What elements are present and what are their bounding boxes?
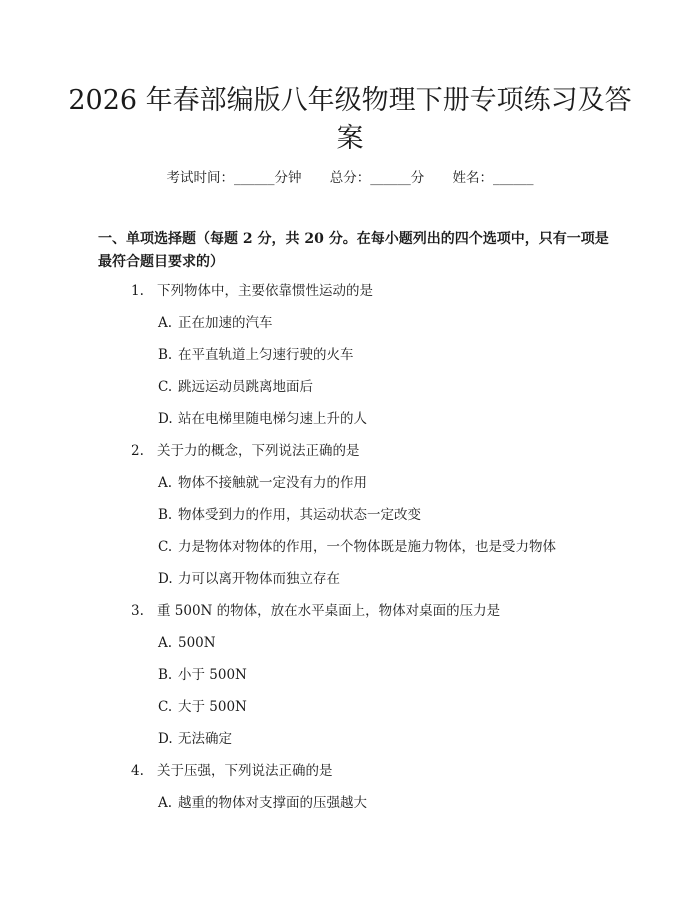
option-letter: A. (158, 315, 173, 331)
option-3d (158, 729, 232, 749)
question-text: 下列物体中，主要依靠惯性运动的是 (157, 283, 373, 299)
option-text: 物体受到力的作用，其运动状态一定改变 (178, 507, 421, 523)
option-letter: B. (158, 507, 173, 523)
option-letter: C. (158, 379, 173, 395)
option-1a (158, 313, 273, 333)
name-label: 姓名：______ (452, 170, 534, 186)
exam-time-label: 考试时间：______分钟 (166, 170, 302, 186)
question-text: 重 500N 的物体，放在水平桌面上，物体对桌面的压力是 (157, 603, 501, 619)
option-text: 在平直轨道上匀速行驶的火车 (178, 347, 354, 363)
option-letter: B. (158, 347, 173, 363)
option-2d (158, 569, 340, 589)
option-letter: A. (158, 635, 173, 651)
question-number: 1. (131, 283, 144, 299)
option-4a (158, 793, 367, 813)
option-text: 跳远运动员跳离地面后 (178, 379, 313, 395)
option-letter: A. (158, 475, 173, 491)
question-text: 关于力的概念，下列说法正确的是 (157, 443, 360, 459)
option-text: 越重的物体对支撑面的压强越大 (178, 795, 367, 811)
question-3 (131, 601, 500, 621)
option-letter: D. (158, 571, 173, 587)
option-text: 站在电梯里随电梯匀速上升的人 (178, 411, 367, 427)
question-1 (131, 281, 373, 301)
question-text: 关于压强，下列说法正确的是 (157, 763, 333, 779)
option-1d (158, 409, 367, 429)
exam-info (0, 168, 700, 188)
option-letter: D. (158, 411, 173, 427)
option-3b (158, 665, 247, 685)
total-score-label: 总分：______分 (329, 170, 425, 186)
option-text: 力可以离开物体而独立存在 (178, 571, 340, 587)
option-2a (158, 473, 367, 493)
option-letter: C. (158, 699, 173, 715)
option-letter: A. (158, 795, 173, 811)
option-text: 小于 500N (178, 667, 247, 683)
option-2b (158, 505, 421, 525)
option-text: 无法确定 (178, 731, 232, 747)
option-text: 500N (178, 635, 216, 651)
option-letter: B. (158, 667, 173, 683)
option-text: 力是物体对物体的作用，一个物体既是施力物体，也是受力物体 (178, 539, 556, 555)
option-letter: C. (158, 539, 173, 555)
option-text: 正在加速的汽车 (178, 315, 273, 331)
option-3c (158, 697, 247, 717)
question-number: 2. (131, 443, 144, 459)
option-1b (158, 345, 354, 365)
option-2c (158, 537, 556, 557)
section-heading: 一、单项选择题（每题 2 分，共 20 分。在每小题列出的四个选项中，只有一项是最符合题目要求的） (98, 231, 609, 270)
question-2 (131, 441, 360, 461)
option-1c (158, 377, 313, 397)
option-letter: D. (158, 731, 173, 747)
question-4 (131, 761, 333, 781)
option-text: 大于 500N (178, 699, 247, 715)
option-3a (158, 633, 216, 653)
question-number: 3. (131, 603, 144, 619)
document-title: 2026 年春部编版八年级物理下册专项练习及答案 (68, 85, 632, 154)
option-text: 物体不接触就一定没有力的作用 (178, 475, 367, 491)
question-number: 4. (131, 763, 144, 779)
